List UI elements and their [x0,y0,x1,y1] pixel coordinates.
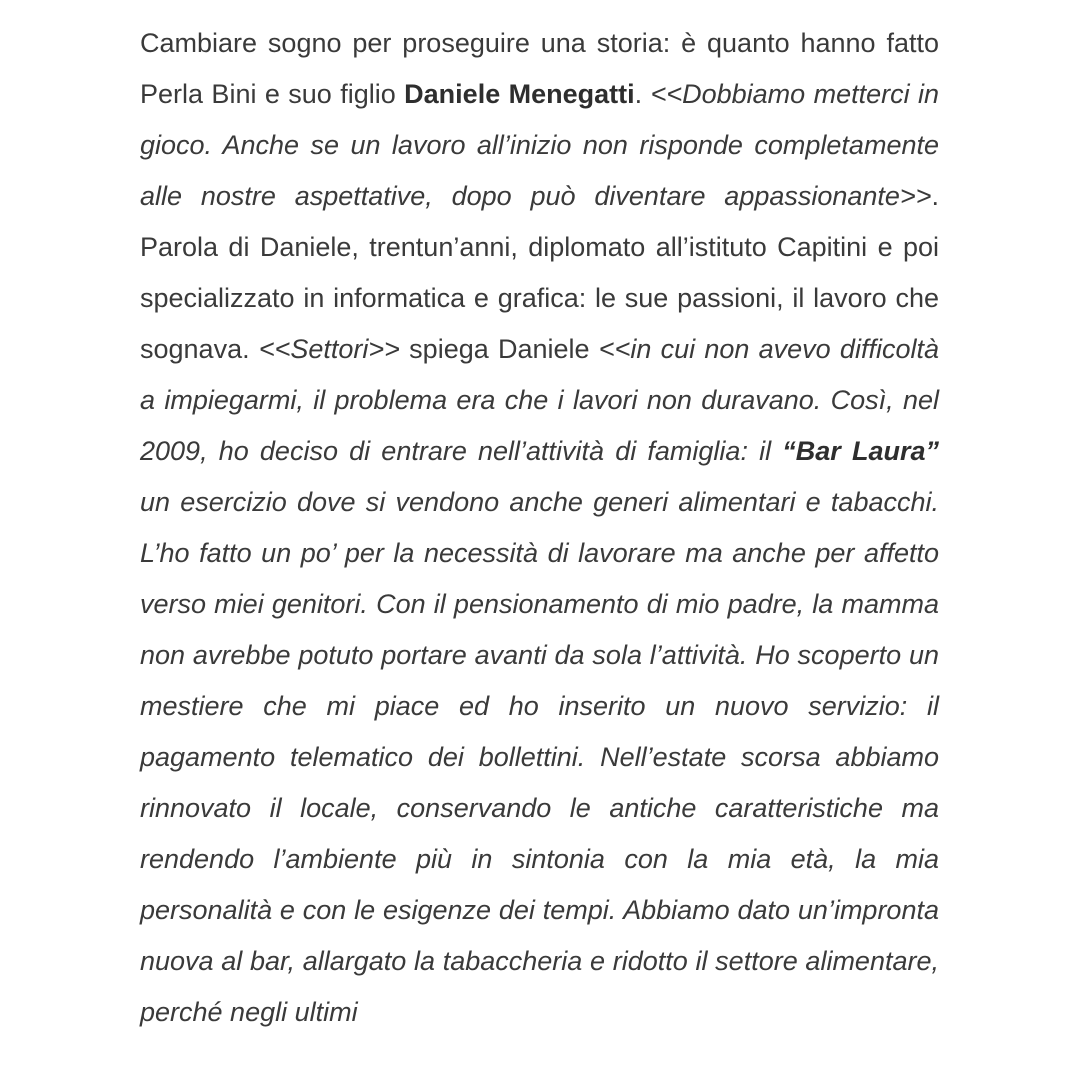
person-name: Daniele Menegatti [404,79,635,109]
article-paragraph [140,18,939,1038]
quote-main-part-2: un esercizio dove si vendono anche generi alimentari e tabacchi. L’ho fatto un po’ per la necessità di lavorare ma anche per affetto verso miei genitori. Con il pensionamento di mio padre, la mamma non avrebbe potuto portare avanti da sola l’attività. Ho scoperto un mestiere che mi piace ed ho inserito un nuovo servizio: il pagamento telematico dei bollettini. Nell’estate scorsa abbiamo rinnovato il locale, conservando le antiche caratteristiche ma rendendo l’ambiente più in sintonia con la mia età, la mia personalità e con le esigenze dei tempi. Abbiamo dato un’impronta nuova al bar, allargato la tabaccheria e ridotto il settore alimentare, perché negli ultimi [140,487,939,1027]
quote-main [140,334,939,1027]
narrative-text: . Parola di Daniele, trentun’anni, diplomato all’istituto Capitini e poi specializzato in informatica e grafica: le sue passioni, il lavoro che sognava. [140,181,939,364]
quote-settori: <<Settori>> [258,334,400,364]
period-text: . [634,79,651,109]
intro-text: Cambiare sogno per proseguire una storia: è quanto hanno fatto Perla Bini e suo figlio [140,28,939,109]
narrative-text-2: spiega Daniele [399,334,599,364]
quote-dobbiamo: <<Dobbiamo metterci in gioco. Anche se un lavoro all’inizio non risponde completamente alle nostre aspettative, dopo può diventare appassionante>> [140,79,940,211]
bar-name: “Bar Laura” [782,436,939,466]
quote-main-part-1: <<in cui non avevo difficoltà a impiegarmi, il problema era che i lavori non duravano. Così, nel 2009, ho deciso di entrare nell’attività di famiglia: il [140,334,939,466]
